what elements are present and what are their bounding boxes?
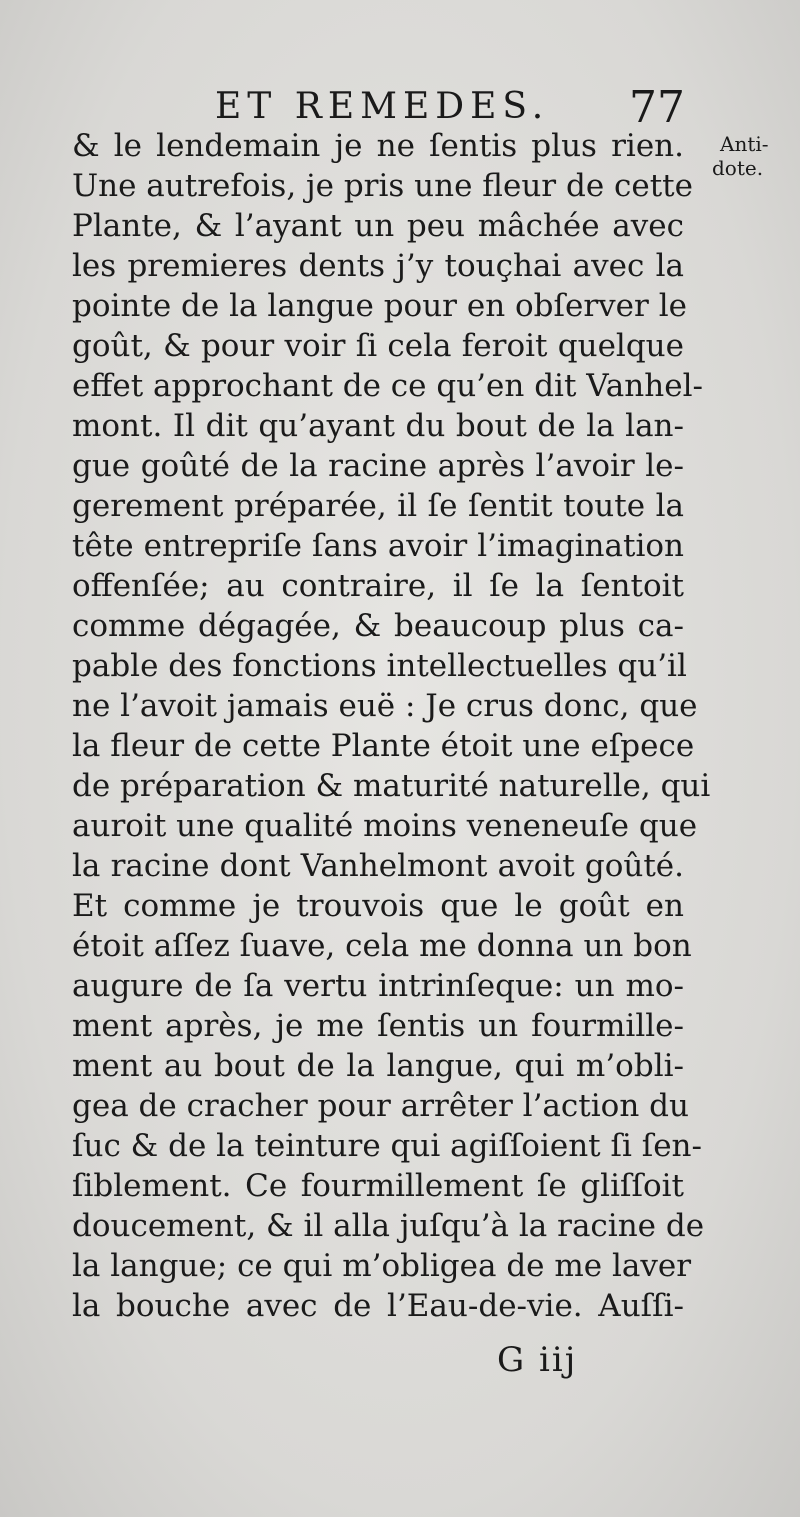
- text-line: doucement, & il alla juſqu’à la racine de: [72, 1208, 705, 1244]
- text-line: la langue; ce qui m’obligea de me laver: [72, 1248, 692, 1284]
- running-title: ET REMEDES.: [215, 86, 550, 127]
- text-line: augure de ſa vertu intrinſeque: un mo-: [72, 968, 684, 1004]
- text-line: ſuc & de la teinture qui agiſſoient ſi ſen-: [72, 1128, 702, 1164]
- text-line: Et comme je trouvois que le goût en: [72, 888, 684, 924]
- text-line: gea de cracher pour arrêter l’action du: [72, 1088, 689, 1124]
- text-line: Plante, & l’ayant un peu mâchée avec: [72, 208, 684, 244]
- text-line: ne l’avoit jamais euë : Je crus donc, que: [72, 688, 698, 724]
- text-line: effet approchant de ce qu’en dit Vanhel-: [72, 368, 703, 404]
- text-line: les premieres dents j’y touçhai avec la: [72, 248, 684, 284]
- text-line: Une autrefois, je pris une fleur de cette: [72, 168, 693, 204]
- text-line: mont. Il dit qu’ayant du bout de la lan-: [72, 408, 684, 444]
- text-line: pointe de la langue pour en obſerver le: [72, 288, 687, 324]
- margin-note-line: Anti-: [720, 132, 769, 156]
- signature-mark: G iij: [497, 1340, 578, 1380]
- text-line: goût, & pour voir ſi cela feroit quelque: [72, 328, 684, 364]
- text-line: la racine dont Vanhelmont avoit goûté.: [72, 848, 684, 884]
- margin-note-line: dote.: [712, 156, 764, 180]
- text-line: offenſée; au contraire, il ſe la ſentoit: [72, 568, 684, 604]
- text-line: gerement préparée, il ſe ſentit toute la: [72, 488, 684, 524]
- text-line: comme dégagée, & beaucoup plus ca-: [72, 608, 684, 644]
- text-line: la fleur de cette Plante étoit une eſpece: [72, 728, 695, 764]
- text-line: la bouche avec de l’Eau-de-vie. Auſſi-: [72, 1288, 684, 1324]
- text-line: auroit une qualité moins veneneuſe que: [72, 808, 698, 844]
- text-line: de préparation & maturité naturelle, qui: [72, 768, 711, 804]
- text-line: pable des fonctions intellectuelles qu’il: [72, 648, 687, 684]
- text-line: ſiblement. Ce fourmillement ſe gliſſoit: [72, 1168, 684, 1204]
- page-number: 77: [629, 82, 685, 133]
- text-line: gue goûté de la racine après l’avoir le-: [72, 448, 684, 484]
- text-line: étoit aſſez ſuave, cela me donna un bon: [72, 928, 692, 964]
- body-text: [72, 126, 711, 1326]
- margin-note: [700, 132, 795, 180]
- text-line: ment au bout de la langue, qui m’obli-: [72, 1048, 684, 1084]
- text-line: ment après, je me ſentis un fourmille-: [72, 1008, 684, 1044]
- text-line: & le lendemain je ne ſentis plus rien.: [72, 128, 684, 164]
- text-line: tête entrepriſe ſans avoir l’imagination: [72, 528, 684, 564]
